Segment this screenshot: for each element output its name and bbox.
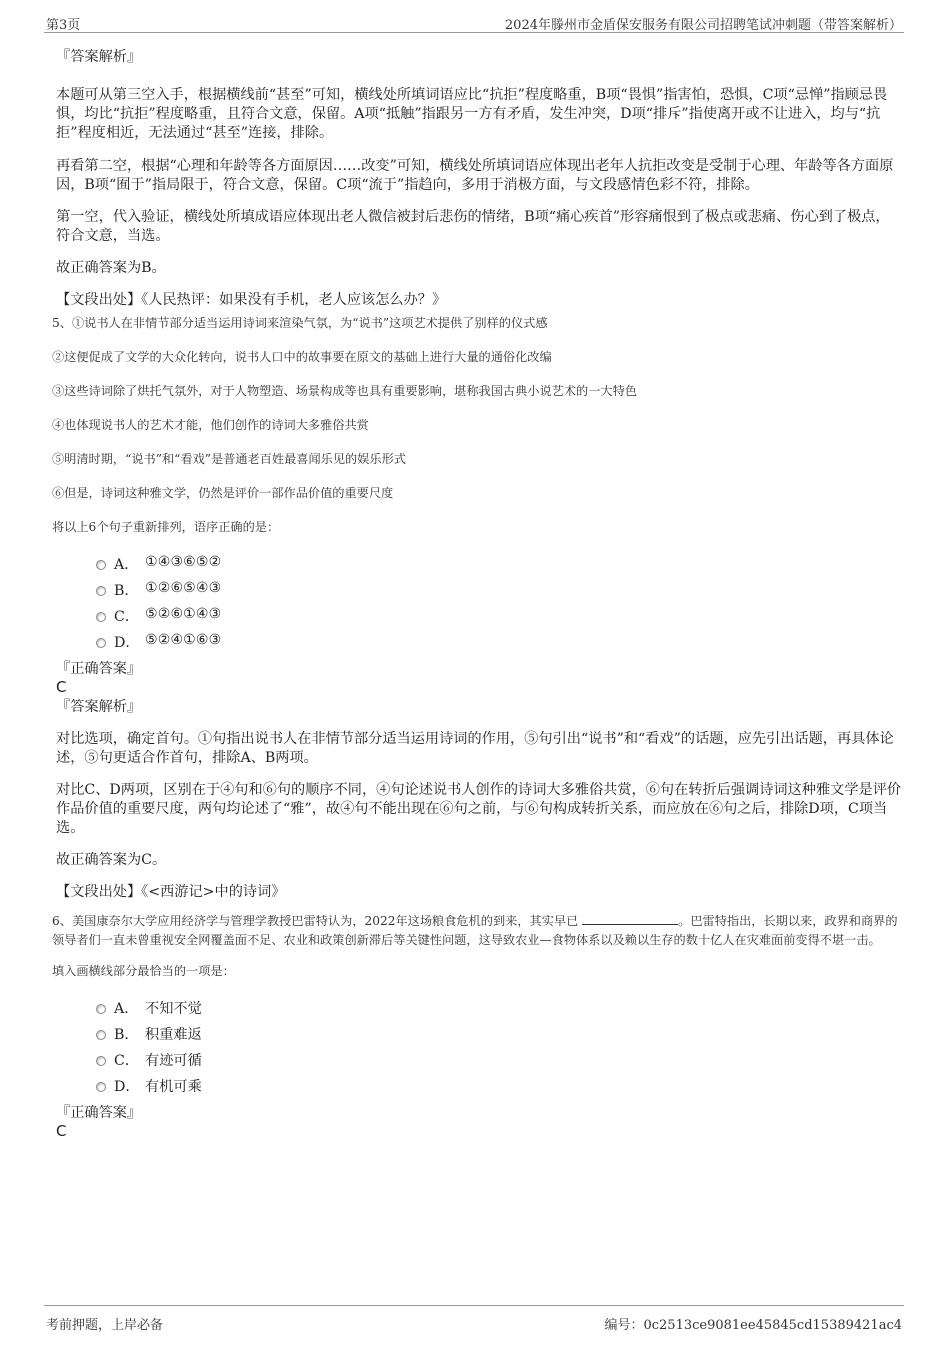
q4-explain-p2: 再看第二空，根据“心理和年龄等各方面原因……改变”可知，横线处所填词语应体现出老年人抗拒改变是受制于心理、年龄等各方面原因，B项“囿于”指局限于，符合文意，保留。C项“流于”指趋向，多用于消极方面，与文段感情色彩不符，排除。 — [56, 158, 894, 193]
q5-explain-p2: 对比C、D两项，区别在于④句和⑥句的顺序不同，④句论述说书人创作的诗词大多雅俗共赏，⑥句在转折后强调诗词这种雅文学是评价作品价值的重要尺度，两句均论述了“雅”，故④句不能出现在⑥句之前，与⑥句构成转折关系，而应放在⑥句之后，排除D项，C项当选。 — [56, 782, 902, 836]
q5-option-c[interactable]: C． ⑤②⑥①④③ — [56, 606, 902, 632]
radio-icon[interactable] — [96, 560, 106, 570]
q6-option-a[interactable]: A． 不知不觉 — [56, 998, 902, 1024]
q4-explain-p3: 第一空，代入验证，横线处所填成语应体现出老人微信被封后悲伤的情绪，B项“痛心疾首”形容痛恨到了极点或悲痛、伤心到了极点，符合文意，当选。 — [56, 209, 890, 244]
fill-in-blank — [582, 912, 678, 925]
radio-icon[interactable] — [96, 1030, 106, 1040]
footer-slogan: 考前押题，上岸必备 — [46, 1318, 164, 1333]
q5-option-d[interactable]: D． ⑤②④①⑥③ — [56, 632, 902, 658]
q6-options — [56, 998, 902, 1102]
document-title: 2024年滕州市金盾保安服务有限公司招聘笔试冲刺题（带答案解析） — [504, 18, 902, 33]
q5-explain-p1: 对比选项，确定首句。①句指出说书人在非情节部分适当运用诗词的作用，⑤句引出“说书”和“看戏”的话题，应先引出话题，再具体论述，⑤句更适合作首句，排除A、B两项。 — [56, 731, 894, 766]
radio-icon[interactable] — [96, 1082, 106, 1092]
page-header — [44, 12, 904, 33]
q4-explain-label: 『答案解析』 — [56, 49, 142, 65]
radio-icon[interactable] — [96, 612, 106, 622]
radio-icon[interactable] — [96, 1004, 106, 1014]
q6-option-c[interactable]: C． 有迹可循 — [56, 1050, 902, 1076]
document-id: 编号：0c2513ce9081ee45845cd15389421ac4 — [604, 1318, 902, 1333]
q5-sentence-2: ②这便促成了文学的大众化转向，说书人口中的故事要在原文的基础上进行大量的通俗化改编 — [52, 350, 552, 364]
q5-source: 【文段出处】《<西游记>中的诗词》 — [56, 884, 286, 900]
q4-source: 【文段出处】《人民热评：如果没有手机，老人应该怎么办？》 — [56, 292, 447, 308]
q4-explain-p1: 本题可从第三空入手，根据横线前“甚至”可知，横线处所填词语应比“抗拒”程度略重，B项“畏惧”指害怕，恐惧，C项“忌惮”指顾忌畏惧，均比“抗拒”程度略重，且符合文意，保留。A项“抵触”指跟另一方有矛盾，发生冲突，D项“排斥”指使离开或不让进入，均与“抗拒”程度相近，无法通过“甚至”连接，排除。 — [56, 87, 888, 141]
page-content — [52, 44, 902, 1140]
q6-option-b[interactable]: B． 积重难返 — [56, 1024, 902, 1050]
q5-sentence-5: ⑤明清时期，“说书”和“看戏”是普通老百姓最喜闻乐见的娱乐形式 — [52, 452, 406, 466]
q6-answer: C — [56, 1122, 67, 1140]
q5-prompt: 将以上6个句子重新排列，语序正确的是： — [52, 520, 280, 534]
q6-prompt: 填入画横线部分最恰当的一项是： — [52, 964, 235, 978]
page-footer — [44, 1305, 904, 1333]
q5-answer: C — [56, 678, 67, 696]
q5-sentence-1: 5、①说书人在非情节部分适当运用诗词来渲染气氛，为“说书”这项艺术提供了别样的仪式感 — [52, 316, 548, 330]
radio-icon[interactable] — [96, 638, 106, 648]
q5-sentence-4: ④也体现说书人的艺术才能，他们创作的诗词大多雅俗共赏 — [52, 418, 369, 432]
q5-option-b[interactable]: B． ①②⑥⑤④③ — [56, 580, 902, 606]
q5-explain-label: 『答案解析』 — [56, 699, 142, 715]
q5-options — [56, 554, 902, 658]
q4-explain-p4: 故正确答案为B。 — [56, 260, 166, 276]
q5-sentence-3: ③这些诗词除了烘托气氛外，对于人物塑造、场景构成等也具有重要影响，堪称我国古典小说艺术的一大特色 — [52, 384, 637, 398]
q5-explain-p3: 故正确答案为C。 — [56, 852, 167, 868]
q6-stem: 6、美国康奈尔大学应用经济学与管理学教授巴雷特认为，2022年这场粮食危机的到来，其实早已 。巴雷特指出，长期以来，政界和商界的领导者们一直未曾重视安全网覆盖面不足、农业和政策创新滞后等关键性问题，这导致农业—食物体系以及赖以生存的数十亿人在灾难面前变得不堪一击。 — [52, 914, 898, 947]
q6-option-d[interactable]: D． 有机可乘 — [56, 1076, 902, 1102]
q5-answer-label: 『正确答案』 — [56, 661, 142, 677]
q5-option-a[interactable]: A． ①④③⑥⑤② — [56, 554, 902, 580]
q6-answer-label: 『正确答案』 — [56, 1105, 142, 1121]
radio-icon[interactable] — [96, 1056, 106, 1066]
radio-icon[interactable] — [96, 586, 106, 596]
page-number: 第3页 — [46, 18, 81, 33]
q5-sentence-6: ⑥但是，诗词这种雅文学，仍然是评价一部作品价值的重要尺度 — [52, 486, 394, 500]
